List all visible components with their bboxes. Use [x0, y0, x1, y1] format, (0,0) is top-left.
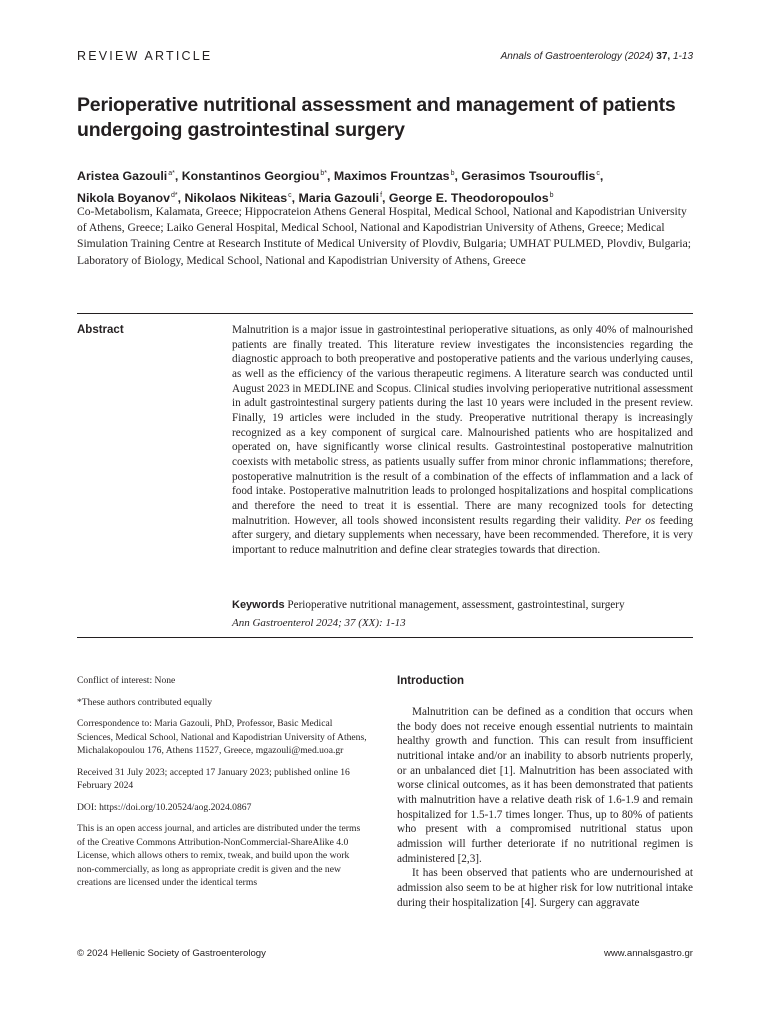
author-separator: ,: [454, 169, 462, 183]
author-separator: ,: [599, 169, 604, 183]
correspondence: Correspondence to: Maria Gazouli, PhD, Professor, Basic Medical Sciences, Medical School, National and Kapodistrian University of Athens, Michalakopoulou 176, Athens 11527, Greece, mgazouli@med.uoa.gr: [77, 718, 367, 756]
author-separator: ,: [174, 169, 182, 183]
keywords: [232, 598, 693, 613]
author-list: [77, 164, 693, 208]
abstract-text: [232, 323, 693, 558]
author-name: Konstantinos Georgiou: [181, 169, 320, 183]
doi: DOI: https://doi.org/10.20524/aog.2024.0867: [77, 801, 252, 813]
author-affiliation-mark: a*: [168, 170, 175, 177]
license-note: This is an open access journal, and articles are distributed under the terms of the Creative Commons Attribution-NonCommercial-ShareAlike 4.0 License, which allows others to remix, tweak, and build upon the work non-commercially, as long as appropriate credit is given and the new creations are licensed under the identical terms: [77, 823, 361, 888]
author-separator: ,: [177, 191, 185, 205]
author-separator: ,: [327, 169, 334, 183]
affiliations: Co-Metabolism, Kalamata, Greece; Hippocrateion Athens General Hospital, Medical School, National and Kapodistrian University of Athens, Greece; Laiko General Hospital, Medical School, National and Kapodistrian University of Athens, Greece; Medical Simulation Training Centre at Research Institute of Medical University of Plovdiv, Bulgaria; UMHAT PULMED, Plovdiv, Bulgaria; Laboratory of Biology, Medical School, National and Kapodistrian University of Athens, Greece: [77, 205, 691, 267]
author-separator: ,: [291, 191, 299, 205]
author-name: Maximos Frountzas: [333, 169, 450, 183]
article-notes: [77, 674, 369, 898]
website: www.annalsgastro.gr: [603, 948, 693, 959]
section-label: REVIEW ARTICLE: [77, 49, 213, 63]
conflict-note: Conflict of interest: None: [77, 675, 176, 686]
journal-volume: 37,: [656, 51, 671, 62]
keywords-label: Keywords: [232, 599, 285, 611]
author-name: Nikola Boyanov: [77, 191, 170, 205]
received-dates: Received 31 July 2023; accepted 17 January 2023; published online 16 February 2024: [77, 766, 350, 791]
author-affiliation-mark: c: [288, 192, 292, 199]
author-affiliation-mark: b*: [320, 170, 328, 177]
top-divider: [77, 313, 693, 314]
author-affiliation-mark: c: [596, 170, 600, 177]
equal-contribution-note: *These authors contributed equally: [77, 696, 213, 708]
introduction-heading: Introduction: [397, 675, 465, 687]
author-affiliation-mark: b: [549, 192, 554, 199]
intro-paragraph: It has been observed that patients who are undernourished at admission also seem to be at higher risk for low nutritional intake during their hospitalization [4]. Surgery can aggravate: [397, 867, 693, 909]
keywords-list: Perioperative nutritional management, assessment, gastrointestinal, surgery: [287, 599, 625, 611]
abstract-italic: Per os: [624, 514, 656, 527]
introduction-text: [397, 705, 693, 910]
author-affiliation-mark: b: [450, 170, 455, 177]
citation: Ann Gastroenterol 2024; 37 (XX): 1-13: [232, 617, 406, 629]
abstract-label: Abstract: [77, 324, 124, 336]
bottom-divider: [77, 637, 693, 638]
author-name: George E. Theodoropoulos: [388, 191, 549, 205]
author-affiliation-mark: f: [380, 192, 383, 199]
journal-reference: [501, 51, 693, 62]
author-name: Gerasimos Tsourouflis: [461, 169, 596, 183]
author-name: Aristea Gazouli: [77, 169, 168, 183]
intro-paragraph: Malnutrition can be defined as a condition that occurs when the body does not receive enough essential nutrients to maintain healthy growth and function. This can result from insufficient nutritional intake and/or an inability to absorb nutrients properly, or an unbalanced diet [1]. Malnutrition has been associated with worse clinical outcomes, as it has been demonstrated that patients with malnutrition have a relative death risk of 1.6-1.9 and remain hospitalized for 1.5-1.7 times longer. Thus, up to 80% of patients who present with a compromised nutritional status upon admission will further deteriorate if no nutritional regimen is administered [2,3].: [397, 706, 693, 865]
article-title: Perioperative nutritional assessment and management of patients undergoing gastrointestinal surgery: [77, 94, 676, 141]
author-name: Maria Gazouli: [298, 191, 380, 205]
journal-year: (2024): [624, 51, 654, 62]
author-separator: ,: [382, 191, 389, 205]
journal-name: Annals of Gastroenterology: [500, 51, 622, 62]
author-name: Nikolaos Nikiteas: [184, 191, 288, 205]
copyright: © 2024 Hellenic Society of Gastroenterology: [77, 948, 266, 959]
abstract-body: Malnutrition is a major issue in gastrointestinal perioperative situations, as only 40% of malnourished patients are finally treated. This literature review investigates the inconsistencies regarding the diagnostic approach to both preoperative and postoperative patients and the various underlying causes, as well as the efficiency of the various therapeutic regimens. A literature search was conducted until August 2023 in MEDLINE and Scopus. Clinical studies involving perioperative nutritional assessment in adult gastrointestinal surgery patients during the last 10 years were included in the present review. Finally, 19 articles were included in the study. Preoperative nutritional therapy is increasingly recognized as a key component of surgical care. Malnourished patients who are hospitalized and operated on, have significantly worse clinical results. Gastrointestinal postoperative malnutrition coexists with metabolic stress, as patients usually suffer from minor chronic inflammations; therefore, postoperative malnutrition is the result of a combination of the effects of inflammation and a lack of food intake. Postoperative malnutrition leads to prolonged hospitalizations and hospital complications and therefore the need to treat it is essential. There are many recognized tools for detecting malnutrition. However, all tools showed inconsistent results regarding their validity.: [232, 324, 693, 527]
journal-pages: 1-13: [672, 51, 693, 62]
author-affiliation-mark: d*: [170, 192, 178, 199]
abstract-body-end: feeding after surgery, and dietary supplements when necessary, have been recommended. Therefore, it is very important to reduce malnutrition and define clear strategies towards that direction.: [232, 514, 694, 556]
